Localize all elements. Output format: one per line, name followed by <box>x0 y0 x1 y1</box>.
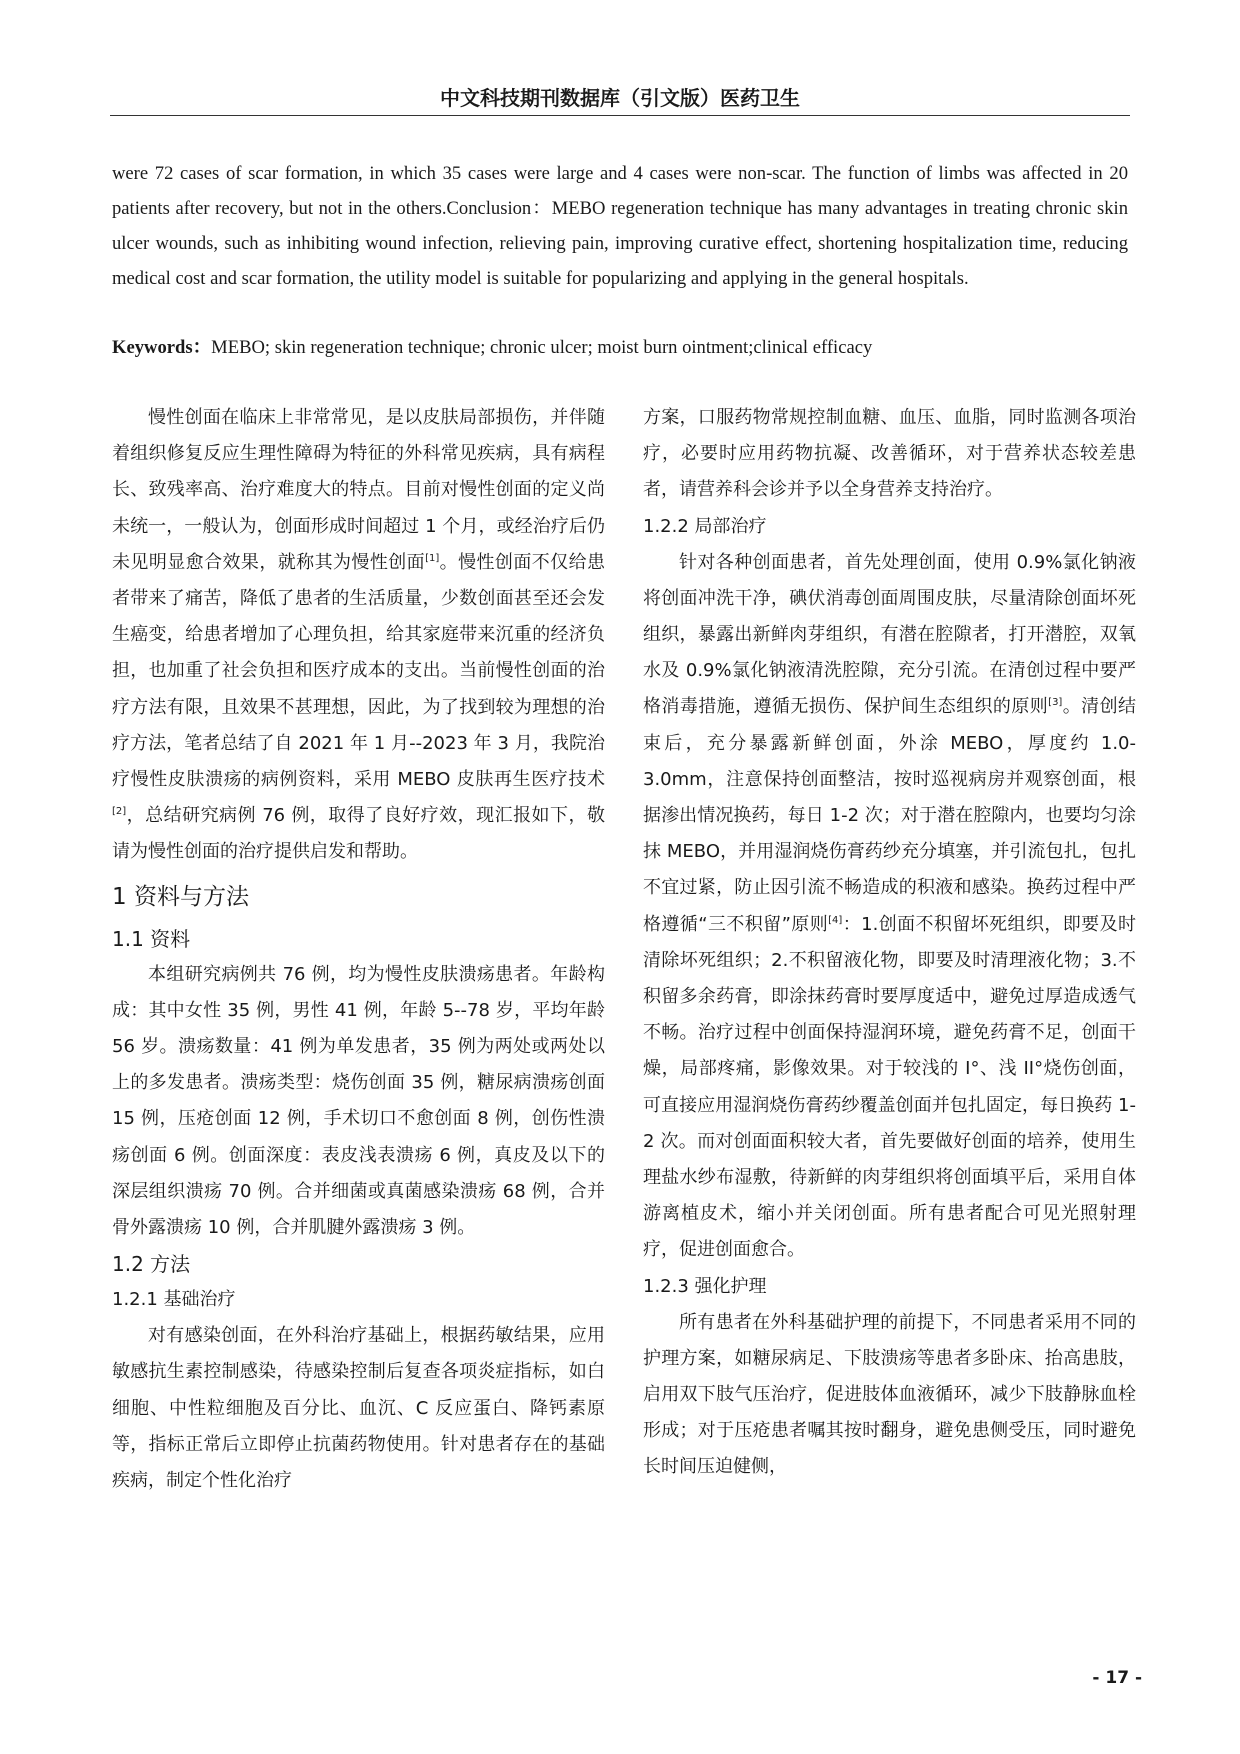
intro-text-2: 。慢性创面不仅给患者带来了痛苦，降低了患者的生活质量，少数创面甚至还会发生癌变，给患者增加了心理负担，给其家庭带来沉重的经济负担，也加重了社会负担和医疗成本的支出。当前慢性创面的治疗方法有限，且效果不甚理想，因此，为了找到较为理想的治疗方法，笔者总结了自 2021 年 1 月--2023 年 3 月，我院治疗慢性皮肤溃疡的病例资料，采用 MEBO 皮肤再生医疗技术 <box>112 551 605 791</box>
citation-4: [4] <box>828 914 843 926</box>
intro-text-1: 慢性创面在临床上非常常见，是以皮肤局部损伤，并伴随着组织修复反应生理性障碍为特征的外科常见疾病，具有病程长、致残率高、治疗难度大的特点。目前对慢性创面的定义尚未统一，一般认为，创面形成时间超过 1 个月，或经治疗后仍未见明显愈合效果，就称其为慢性创面 <box>112 407 605 573</box>
local-text-3: ：1.创面不积留坏死组织，即要及时清除坏死组织；2.不积留液化物，即要及时清理液化物；3.不积留多余药膏，即涂抹药膏时要厚度适中，避免过厚造成透气不畅。治疗过程中创面保持湿润环境，避免药膏不足，创面干燥，局部疼痛，影像效果。对于较浅的 I°、浅 II°烧伤创面，可直接应用湿润烧伤膏药纱覆盖创面并包扎固定，每日换药 1-2 次。而对创面面积较大者，首先要做好创面的培养，使用生理盐水纱布湿敷，待新鲜的肉芽组织将创面填平后，采用自体游离植皮术，缩小并关闭创面。所有患者配合可见光照射理疗，促进创面愈合。 <box>643 913 1136 1261</box>
basic-treatment-continued: 方案，口服药物常规控制血糖、血压、血脂，同时监测各项治疗，必要时应用药物抗凝、改善循环，对于营养状态较差患者，请营养科会诊并予以全身营养支持治疗。 <box>643 407 1136 501</box>
section-heading-1-2: 1.2 方法 <box>112 1252 191 1277</box>
nursing-paragraph: 所有患者在外科基础护理的前提下，不同患者采用不同的护理方案，如糖尿病足、下肢溃疡等患者多卧床、抬高患肢，启用双下肢气压治疗，促进肢体血液循环，减少下肢静脉血栓形成；对于压疮患者嘱其按时翻身，避免患侧受压，同时避免长时间压迫健侧， <box>643 1311 1136 1478</box>
materials-paragraph: 本组研究病例共 76 例，均为慢性皮肤溃疡患者。年龄构成：其中女性 35 例，男性 41 例，年龄 5--78 岁，平均年龄 56 岁。溃疡数量：41 例为单发患者，35 例为两处或两处以上的多发患者。溃疡类型：烧伤创面 35 例，糖尿病溃疡创面 15 例，压疮创面 12 例，手术切口不愈创面 8 例，创伤性溃疡创面 6 例。创面深度：表皮浅表溃疡 6 例，真皮及以下的深层组织溃疡 70 例。合并细菌或真菌感染溃疡 68 例，合并骨外露溃疡 10 例，合并肌腱外露溃疡 3 例。 <box>112 963 605 1239</box>
local-text-2: 。清创结束后，充分暴露新鲜创面，外涂 MEBO，厚度约 1.0-3.0mm，注意保持创面整洁，按时巡视病房并观察创面，根据渗出情况换药，每日 1-2 次；对于潜在腔隙内，也要均匀涂抹 MEBO，并用湿润烧伤膏药纱充分填塞，并引流包扎，包扎不宜过紧，防止因引流不畅造成的积液和感染。换药过程中严格遵循“三不积留”原则 <box>643 696 1137 935</box>
citation-1: [1] <box>425 552 440 564</box>
intro-paragraph <box>112 400 605 871</box>
keywords-line <box>112 333 1128 363</box>
keywords-label: Keywords： <box>112 337 212 358</box>
left-column <box>112 400 605 1499</box>
right-column <box>643 400 1136 1486</box>
local-text-1: 针对各种创面患者，首先处理创面，使用 0.9%氯化钠液将创面冲洗干净，碘伏消毒创面周围皮肤，尽量清除创面坏死组织，暴露出新鲜肉芽组织，有潜在腔隙者，打开潜腔，双氧水及 0.9%氯化钠液清洗腔隙，充分引流。在清创过程中要严格消毒措施，遵循无损伤、保护间生态组织的原则 <box>643 551 1136 718</box>
abstract-text: were 72 cases of scar formation, in which 35 cases were large and 4 cases were non-scar. The function of limbs was affected in 20 patients after recovery, but not in the others.Conclusion：MEBO regeneration technique has many advantages in treating chronic skin ulcer wounds, such as inhibiting wound infection, relieving pain, improving curative effect, shortening hospitalization time, reducing medical cost and scar formation, the utility model is suitable for popularizing and applying in the general hospitals. <box>112 163 1128 289</box>
page-number: - 17 - <box>1092 1668 1142 1688</box>
section-heading-1-1: 1.1 资料 <box>112 926 191 951</box>
section-heading-1: 1 资料与方法 <box>112 883 249 910</box>
citation-2: [2] <box>112 806 127 818</box>
running-header: 中文科技期刊数据库（引文版）医药卫生 <box>440 86 800 110</box>
section-heading-1-2-3: 1.2.3 强化护理 <box>643 1275 767 1297</box>
section-heading-1-2-1: 1.2.1 基础治疗 <box>112 1289 236 1311</box>
local-treatment-paragraph <box>643 545 1136 1269</box>
abstract-continued <box>112 156 1128 296</box>
basic-treatment-paragraph: 对有感染创面，在外科治疗基础上，根据药敏结果，应用敏感抗生素控制感染，待感染控制后复查各项炎症指标，如白细胞、中性粒细胞及百分比、血沉、C 反应蛋白、降钙素原等，指标正常后立即停止抗菌药物使用。针对患者存在的基础疾病，制定个性化治疗 <box>112 1325 605 1492</box>
intro-text-3: ，总结研究病例 76 例，取得了良好疗效，现汇报如下，敬请为慢性创面的治疗提供启发和帮助。 <box>112 805 605 863</box>
section-heading-1-2-2: 1.2.2 局部治疗 <box>643 515 767 537</box>
header-rule <box>110 115 1130 116</box>
keywords-text: MEBO; skin regeneration technique; chronic ulcer; moist burn ointment;clinical efficacy <box>211 337 873 358</box>
citation-3: [3] <box>1048 697 1063 709</box>
